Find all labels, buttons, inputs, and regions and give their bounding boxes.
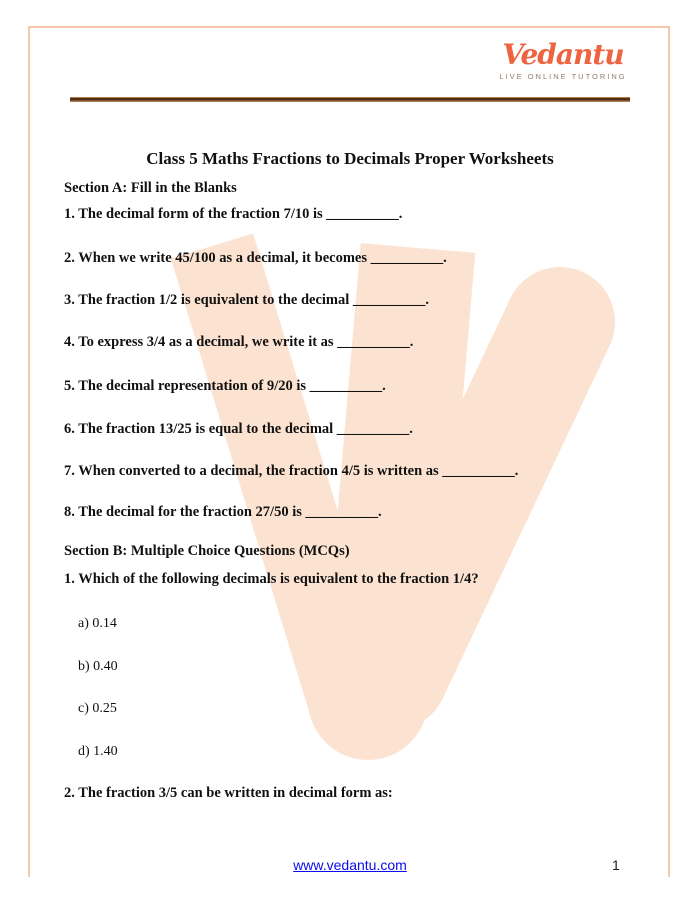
fib-question-4: 4. To express 3/4 as a decimal, we write it as __________. bbox=[64, 334, 414, 350]
mcq-question-2: 2. The fraction 3/5 can be written in decimal form as: bbox=[64, 785, 393, 801]
fib-question-3: 3. The fraction 1/2 is equivalent to the decimal __________. bbox=[64, 292, 430, 308]
mcq-option-c: c) 0.25 bbox=[78, 701, 117, 716]
fib-question-8: 8. The decimal for the fraction 27/50 is __________. bbox=[64, 504, 382, 520]
vedantu-logo bbox=[498, 40, 628, 81]
page-title: Class 5 Maths Fractions to Decimals Proper Worksheets bbox=[146, 149, 554, 168]
vedantu-tagline: LIVE ONLINE TUTORING bbox=[499, 72, 627, 81]
header-divider bbox=[70, 97, 630, 102]
mcq-option-b: b) 0.40 bbox=[78, 659, 118, 674]
fib-question-1: 1. The decimal form of the fraction 7/10 is __________. bbox=[64, 206, 403, 222]
footer bbox=[0, 857, 700, 873]
mcq-question-1: 1. Which of the following decimals is equivalent to the fraction 1/4? bbox=[64, 571, 479, 587]
fib-question-7: 7. When converted to a decimal, the fraction 4/5 is written as __________. bbox=[64, 463, 519, 479]
fib-question-2: 2. When we write 45/100 as a decimal, it becomes __________. bbox=[64, 250, 447, 266]
page-number: 1 bbox=[612, 857, 620, 873]
section-b-heading: Section B: Multiple Choice Questions (MCQs) bbox=[64, 543, 350, 559]
mcq-option-d: d) 1.40 bbox=[78, 744, 118, 759]
vedantu-brand-text: Vedantu bbox=[502, 38, 624, 71]
fib-question-6: 6. The fraction 13/25 is equal to the decimal __________. bbox=[64, 421, 413, 437]
section-a-heading: Section A: Fill in the Blanks bbox=[64, 180, 237, 196]
footer-link[interactable]: www.vedantu.com bbox=[293, 857, 407, 873]
mcq-option-a: a) 0.14 bbox=[78, 616, 117, 631]
fib-question-5: 5. The decimal representation of 9/20 is __________. bbox=[64, 378, 386, 394]
